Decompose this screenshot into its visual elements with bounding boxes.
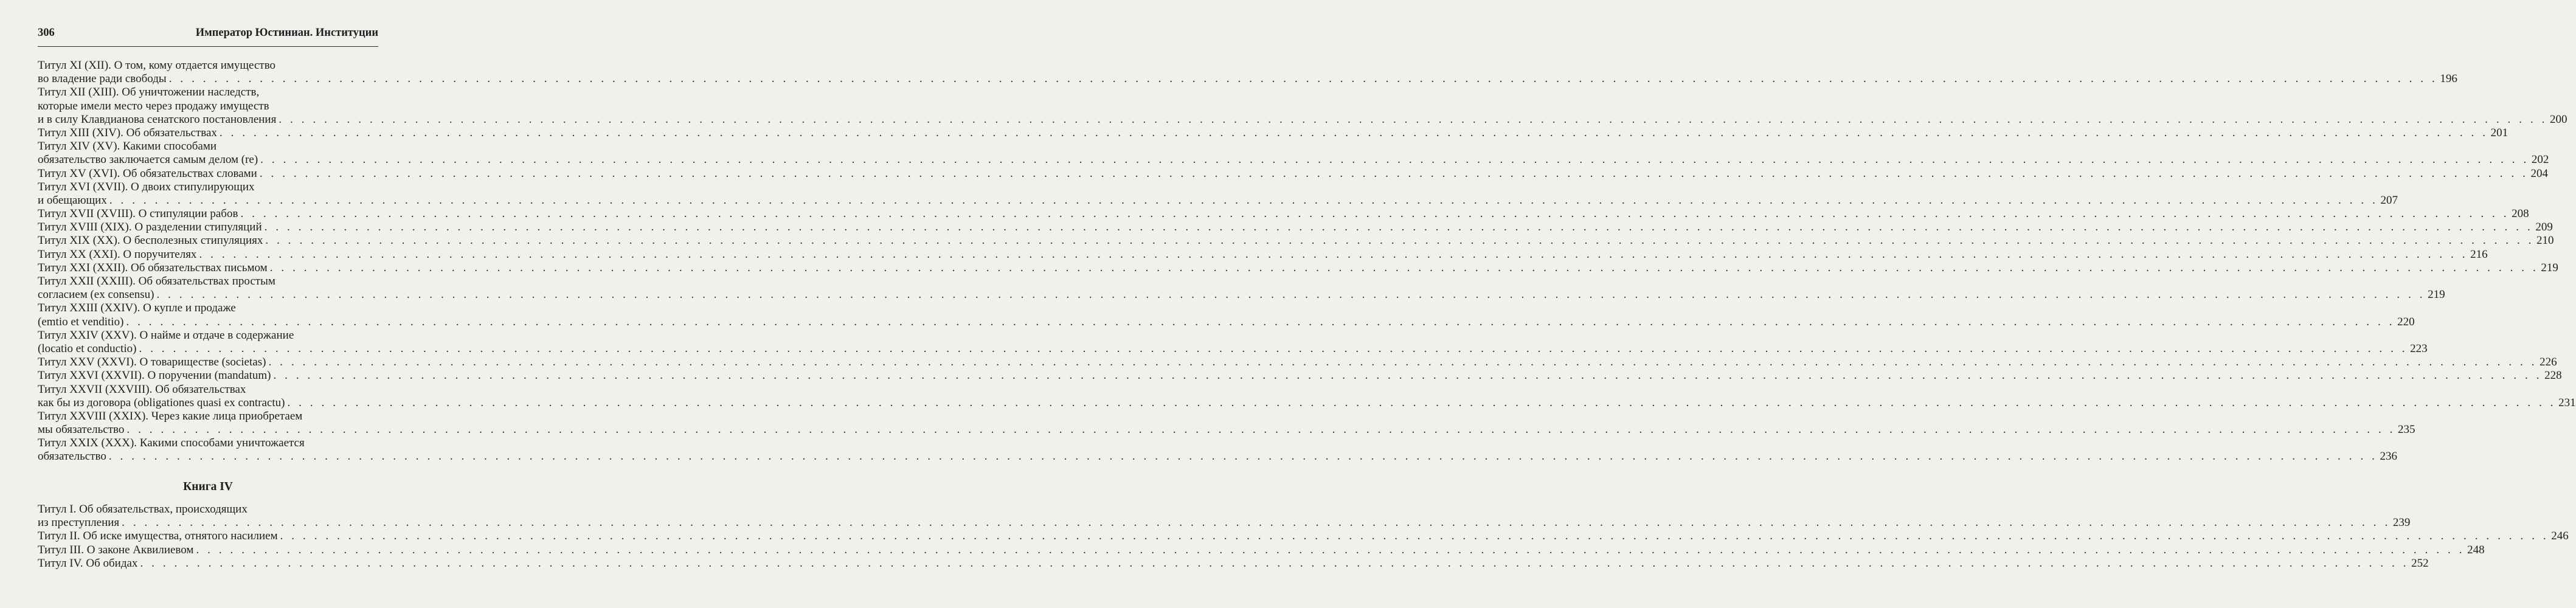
running-title: Император Юстиниан. Институции [195,27,378,39]
toc-entry-text: из преступления [38,516,120,530]
toc-entry-line [38,59,378,72]
toc-entry-line [38,181,378,194]
dot-leader: . . . . . . . . . . . . . . . . . . . . . . . . . . . . . . . . . . . . . . . . . . . . . . . . . . . . . . . . . . . . . . . . . . . . . . . . . . . . . . . . . . . . . . . . . . . . . . . . . . . . . . . . . . . . . . . . . . . . . . . . . . . . . . . . . . . . . . . . . . . . . . . . . . . . . . . . . . . . . . . . . . . . . . . . . . . . . . . . . . . . . . . . . . . . . . . . . . . . . . . . [199,247,2468,261]
toc-entry [38,86,2567,126]
toc-entry-text: Титул XV (XVI). Об обязательствах словами [38,167,257,180]
toc-page-number: 204 [2530,167,2548,180]
toc-entry [38,328,2428,356]
toc-entry [38,302,2415,328]
toc-entry-text: Титул XXII (XXIII). Об обязательствах простым [38,275,275,288]
toc-entry-line [38,516,2411,530]
toc-entry-line [38,261,2558,275]
toc-page-number: 248 [2467,543,2485,556]
toc-entry-text: (emtio et venditio) [38,315,124,328]
toc-entry-line [38,356,2557,369]
toc-entry-line [38,369,2562,382]
toc-page-number: 210 [2536,234,2554,247]
toc-entry-text: Титул IV. Об обидах [38,556,138,570]
toc-entry-line [38,112,2567,126]
dot-leader: . . . . . . . . . . . . . . . . . . . . . . . . . . . . . . . . . . . . . . . . . . . . . . . . . . . . . . . . . . . . . . . . . . . . . . . . . . . . . . . . . . . . . . . . . . . . . . . . . . . . . . . . . . . . . . . . . . . . . . . . . . . . . . . . . . . . . . . . . . . . . . . . . . . . . . . . . . . . . . . . . . . . . . . . . . . . . . . . . . . . . . . . . . . . . . . . . . . . . . . . [259,167,2529,180]
dot-leader: . . . . . . . . . . . . . . . . . . . . . . . . . . . . . . . . . . . . . . . . . . . . . . . . . . . . . . . . . . . . . . . . . . . . . . . . . . . . . . . . . . . . . . . . . . . . . . . . . . . . . . . . . . . . . . . . . . . . . . . . . . . . . . . . . . . . . . . . . . . . . . . . . . . . . . . . . . . . . . . . . . . . . . . . . . . . . . . . . . . . . . . . . . . . . . . . . . . . . . . . [126,423,2396,437]
dot-leader: . . . . . . . . . . . . . . . . . . . . . . . . . . . . . . . . . . . . . . . . . . . . . . . . . . . . . . . . . . . . . . . . . . . . . . . . . . . . . . . . . . . . . . . . . . . . . . . . . . . . . . . . . . . . . . . . . . . . . . . . . . . . . . . . . . . . . . . . . . . . . . . . . . . . . . . . . . . . . . . . . . . . . . . . . . . . . . . . . . . . . . . . . . . . . . . . . . . . . . . . [287,396,2557,409]
toc-entry-line [38,342,2428,356]
toc-page-number: 216 [2470,247,2488,261]
toc-entry [38,275,2445,302]
toc-entry-line [38,503,378,516]
toc-entry-text: Титул III. О законе Аквилиевом [38,543,194,556]
toc-entry [38,59,2457,86]
toc-entry [38,382,2576,410]
toc-entry-line [38,153,2549,167]
toc-entry-text: и в силу Клавдианова сенатского постановления [38,112,277,126]
toc-page-number: 252 [2411,556,2429,570]
toc-page-number: 223 [2410,342,2428,355]
toc-page-number: 196 [2440,72,2457,86]
toc-entry-line [38,72,2457,86]
toc-page-number: 201 [2490,126,2508,139]
toc-entry-text: Титул XX (XXI). О поручителях [38,247,197,261]
dot-leader: . . . . . . . . . . . . . . . . . . . . . . . . . . . . . . . . . . . . . . . . . . . . . . . . . . . . . . . . . . . . . . . . . . . . . . . . . . . . . . . . . . . . . . . . . . . . . . . . . . . . . . . . . . . . . . . . . . . . . . . . . . . . . . . . . . . . . . . . . . . . . . . . . . . . . . . . . . . . . . . . . . . . . . . . . . . . . . . . . . . . . . . . . . . . . . . . . . . . . . . . [156,288,2426,302]
toc-entry-line [38,86,378,99]
toc-entry-line [38,450,2397,463]
dot-leader: . . . . . . . . . . . . . . . . . . . . . . . . . . . . . . . . . . . . . . . . . . . . . . . . . . . . . . . . . . . . . . . . . . . . . . . . . . . . . . . . . . . . . . . . . . . . . . . . . . . . . . . . . . . . . . . . . . . . . . . . . . . . . . . . . . . . . . . . . . . . . . . . . . . . . . . . . . . . . . . . . . . . . . . . . . . . . . . . . . . . . . . . . . . . . . . . . . . . . . . . [279,112,2547,126]
toc-entry-line [38,167,2548,181]
toc-entry-text: Титул XIX (XX). О бесполезных стипуляциях [38,234,263,247]
toc-entry-text: Титул XVI (XVII). О двоих стипулирующих [38,180,255,193]
book-heading: Книга IV [183,480,233,493]
toc-page-number: 235 [2398,423,2415,437]
toc-entry-line [38,247,2488,261]
dot-leader: . . . . . . . . . . . . . . . . . . . . . . . . . . . . . . . . . . . . . . . . . . . . . . . . . . . . . . . . . . . . . . . . . . . . . . . . . . . . . . . . . . . . . . . . . . . . . . . . . . . . . . . . . . . . . . . . . . . . . . . . . . . . . . . . . . . . . . . . . . . . . . . . . . . . . . . . . . . . . . . . . . . . . . . . . . . . . . . . . . . . . . . . . . . . . . . . . . . . . . . . [108,450,2378,463]
toc-entry-line [38,530,2569,543]
toc-entry [38,556,2429,570]
toc-entry-text: которые имели место через продажу имуществ [38,99,269,112]
toc-entry-line [38,100,378,113]
toc-entry [38,207,2529,221]
toc-entry [38,140,2549,167]
dot-leader: . . . . . . . . . . . . . . . . . . . . . . . . . . . . . . . . . . . . . . . . . . . . . . . . . . . . . . . . . . . . . . . . . . . . . . . . . . . . . . . . . . . . . . . . . . . . . . . . . . . . . . . . . . . . . . . . . . . . . . . . . . . . . . . . . . . . . . . . . . . . . . . . . . . . . . . . . . . . . . . . . . . . . . . . . . . . . . . . . . . . . . . . . . . . . . . . . . . . . . . . [140,556,2409,570]
toc-entry-text: (locatio et conductio) [38,342,137,355]
toc-entry-line [38,543,2485,557]
toc-entry-line [38,207,2529,221]
toc-entry-text: Титул XXVI (XXVII). О поручении (mandatum) [38,369,271,382]
toc-entry-line [38,556,2429,570]
page-number: 306 [38,27,55,39]
toc-page-number: 239 [2392,516,2411,530]
toc-entry-line [38,140,378,153]
dot-leader: . . . . . . . . . . . . . . . . . . . . . . . . . . . . . . . . . . . . . . . . . . . . . . . . . . . . . . . . . . . . . . . . . . . . . . . . . . . . . . . . . . . . . . . . . . . . . . . . . . . . . . . . . . . . . . . . . . . . . . . . . . . . . . . . . . . . . . . . . . . . . . . . . . . . . . . . . . . . . . . . . . . . . . . . . . . . . . . . . . . . . . . . . . . . . . . . . . . . . . . . [265,234,2535,247]
toc-page-number: 219 [2428,288,2445,302]
toc-entry-line [38,126,2508,140]
dot-leader: . . . . . . . . . . . . . . . . . . . . . . . . . . . . . . . . . . . . . . . . . . . . . . . . . . . . . . . . . . . . . . . . . . . . . . . . . . . . . . . . . . . . . . . . . . . . . . . . . . . . . . . . . . . . . . . . . . . . . . . . . . . . . . . . . . . . . . . . . . . . . . . . . . . . . . . . . . . . . . . . . . . . . . . . . . . . . . . . . . . . . . . . . . . . . . . . . . . . . . . . [219,126,2488,139]
toc-entry-line [38,275,378,288]
toc-list [38,59,2576,464]
toc-entry-line [38,329,378,342]
toc-entry-line [38,410,378,423]
dot-leader: . . . . . . . . . . . . . . . . . . . . . . . . . . . . . . . . . . . . . . . . . . . . . . . . . . . . . . . . . . . . . . . . . . . . . . . . . . . . . . . . . . . . . . . . . . . . . . . . . . . . . . . . . . . . . . . . . . . . . . . . . . . . . . . . . . . . . . . . . . . . . . . . . . . . . . . . . . . . . . . . . . . . . . . . . . . . . . . . . . . . . . . . . . . . . . . . . . . . . . . . [168,72,2438,86]
toc-page-number: 208 [2512,207,2529,221]
toc-entry [38,530,2569,543]
toc-entry-text: Титул XII (XIII). Об уничтожении наследств, [38,86,260,99]
dot-leader: . . . . . . . . . . . . . . . . . . . . . . . . . . . . . . . . . . . . . . . . . . . . . . . . . . . . . . . . . . . . . . . . . . . . . . . . . . . . . . . . . . . . . . . . . . . . . . . . . . . . . . . . . . . . . . . . . . . . . . . . . . . . . . . . . . . . . . . . . . . . . . . . . . . . . . . . . . . . . . . . . . . . . . . . . . . . . . . . . . . . . . . . . . . . . . . . . . . . . . . . [273,369,2543,382]
dot-leader: . . . . . . . . . . . . . . . . . . . . . . . . . . . . . . . . . . . . . . . . . . . . . . . . . . . . . . . . . . . . . . . . . . . . . . . . . . . . . . . . . . . . . . . . . . . . . . . . . . . . . . . . . . . . . . . . . . . . . . . . . . . . . . . . . . . . . . . . . . . . . . . . . . . . . . . . . . . . . . . . . . . . . . . . . . . . . . . . . . . . . . . . . . . . . . . . . . . . . . . . [264,221,2533,234]
toc-entry [38,503,2411,530]
toc-list-book-4 [38,503,2569,570]
toc-entry-text: как бы из договора (obligationes quasi ex contractu) [38,396,285,409]
toc-entry-line [38,288,2445,302]
toc-entry-text: обязательство заключается самым делом (re) [38,153,258,167]
dot-leader: . . . . . . . . . . . . . . . . . . . . . . . . . . . . . . . . . . . . . . . . . . . . . . . . . . . . . . . . . . . . . . . . . . . . . . . . . . . . . . . . . . . . . . . . . . . . . . . . . . . . . . . . . . . . . . . . . . . . . . . . . . . . . . . . . . . . . . . . . . . . . . . . . . . . . . . . . . . . . . . . . . . . . . . . . . . . . . . . . . . . . . . . . . . . . . . . . . . . . . . . [280,530,2549,543]
toc-entry-line [38,315,2415,329]
dot-leader: . . . . . . . . . . . . . . . . . . . . . . . . . . . . . . . . . . . . . . . . . . . . . . . . . . . . . . . . . . . . . . . . . . . . . . . . . . . . . . . . . . . . . . . . . . . . . . . . . . . . . . . . . . . . . . . . . . . . . . . . . . . . . . . . . . . . . . . . . . . . . . . . . . . . . . . . . . . . . . . . . . . . . . . . . . . . . . . . . . . . . . . . . . . . . . . . . . . . . . . . [139,342,2408,355]
header-rule [38,46,378,47]
toc-page-number: 202 [2531,153,2549,167]
toc-page-number: 231 [2558,396,2576,409]
toc-entry-line [38,396,2576,410]
toc-entry-line [38,193,2398,207]
toc-entry [38,369,2562,382]
dot-leader: . . . . . . . . . . . . . . . . . . . . . . . . . . . . . . . . . . . . . . . . . . . . . . . . . . . . . . . . . . . . . . . . . . . . . . . . . . . . . . . . . . . . . . . . . . . . . . . . . . . . . . . . . . . . . . . . . . . . . . . . . . . . . . . . . . . . . . . . . . . . . . . . . . . . . . . . . . . . . . . . . . . . . . . . . . . . . . . . . . . . . . . . . . . . . . . . . . . . . . . . [122,516,2391,530]
dot-leader: . . . . . . . . . . . . . . . . . . . . . . . . . . . . . . . . . . . . . . . . . . . . . . . . . . . . . . . . . . . . . . . . . . . . . . . . . . . . . . . . . . . . . . . . . . . . . . . . . . . . . . . . . . . . . . . . . . . . . . . . . . . . . . . . . . . . . . . . . . . . . . . . . . . . . . . . . . . . . . . . . . . . . . . . . . . . . . . . . . . . . . . . . . . . . . . . . . . . . . . . [196,543,2465,556]
toc-page-number: 209 [2535,221,2553,234]
toc-page-number: 236 [2380,450,2397,463]
toc-entry-text: Титул XXVII (XXVIII). Об обязательствах [38,382,246,396]
toc-entry [38,543,2485,557]
toc-entry [38,234,2554,247]
toc-entry-line [38,423,2415,437]
toc-entry [38,180,2398,207]
toc-entry [38,167,2548,181]
toc-entry [38,356,2557,369]
toc-entry-line [38,383,378,396]
toc-page-number: 226 [2540,356,2557,369]
toc-entry [38,247,2488,261]
toc-entry-text: Титул XXIII (XXIV). О купле и продаже [38,302,236,315]
dot-leader: . . . . . . . . . . . . . . . . . . . . . . . . . . . . . . . . . . . . . . . . . . . . . . . . . . . . . . . . . . . . . . . . . . . . . . . . . . . . . . . . . . . . . . . . . . . . . . . . . . . . . . . . . . . . . . . . . . . . . . . . . . . . . . . . . . . . . . . . . . . . . . . . . . . . . . . . . . . . . . . . . . . . . . . . . . . . . . . . . . . . . . . . . . . . . . . . . . . . . . . . [269,261,2539,274]
toc-entry [38,221,2553,234]
dot-leader: . . . . . . . . . . . . . . . . . . . . . . . . . . . . . . . . . . . . . . . . . . . . . . . . . . . . . . . . . . . . . . . . . . . . . . . . . . . . . . . . . . . . . . . . . . . . . . . . . . . . . . . . . . . . . . . . . . . . . . . . . . . . . . . . . . . . . . . . . . . . . . . . . . . . . . . . . . . . . . . . . . . . . . . . . . . . . . . . . . . . . . . . . . . . . . . . . . . . . . . . [126,315,2395,328]
dot-leader: . . . . . . . . . . . . . . . . . . . . . . . . . . . . . . . . . . . . . . . . . . . . . . . . . . . . . . . . . . . . . . . . . . . . . . . . . . . . . . . . . . . . . . . . . . . . . . . . . . . . . . . . . . . . . . . . . . . . . . . . . . . . . . . . . . . . . . . . . . . . . . . . . . . . . . . . . . . . . . . . . . . . . . . . . . . . . . . . . . . . . . . . . . . . . . . . . . . . . . . . [260,153,2529,167]
toc-entry-text: Титул I. Об обязательствах, происходящих [38,503,248,516]
toc-page-number: 228 [2544,369,2562,382]
toc-entry-text: Титул XXIX (XXX). Какими способами уничтожается [38,437,305,450]
toc-entry [38,261,2558,275]
toc-entry-line [38,437,378,450]
toc-entry-text: Титул XXVIII (XXIX). Через какие лица приобретаем [38,409,303,423]
toc-entry-text: Титул XVIII (XIX). О разделении стипуляций [38,221,262,234]
toc-page-number: 219 [2541,261,2558,274]
toc-entry-line [38,302,378,315]
toc-entry [38,437,2397,463]
toc-entry [38,409,2415,437]
dot-leader: . . . . . . . . . . . . . . . . . . . . . . . . . . . . . . . . . . . . . . . . . . . . . . . . . . . . . . . . . . . . . . . . . . . . . . . . . . . . . . . . . . . . . . . . . . . . . . . . . . . . . . . . . . . . . . . . . . . . . . . . . . . . . . . . . . . . . . . . . . . . . . . . . . . . . . . . . . . . . . . . . . . . . . . . . . . . . . . . . . . . . . . . . . . . . . . . . . . . . . . . [240,207,2510,221]
toc-page-number: 246 [2551,530,2569,543]
toc-page-number: 200 [2550,112,2567,126]
toc-entry-line [38,234,2554,247]
toc-entry-text: обязательство [38,450,106,463]
toc-entry-text: Титул XI (XII). О том, кому отдается имущество [38,59,276,72]
toc-entry-text: мы обязательство [38,423,125,437]
dot-leader: . . . . . . . . . . . . . . . . . . . . . . . . . . . . . . . . . . . . . . . . . . . . . . . . . . . . . . . . . . . . . . . . . . . . . . . . . . . . . . . . . . . . . . . . . . . . . . . . . . . . . . . . . . . . . . . . . . . . . . . . . . . . . . . . . . . . . . . . . . . . . . . . . . . . . . . . . . . . . . . . . . . . . . . . . . . . . . . . . . . . . . . . . . . . . . . . . . . . . . . . [109,193,2378,207]
toc-page-number: 220 [2397,315,2415,328]
dot-leader: . . . . . . . . . . . . . . . . . . . . . . . . . . . . . . . . . . . . . . . . . . . . . . . . . . . . . . . . . . . . . . . . . . . . . . . . . . . . . . . . . . . . . . . . . . . . . . . . . . . . . . . . . . . . . . . . . . . . . . . . . . . . . . . . . . . . . . . . . . . . . . . . . . . . . . . . . . . . . . . . . . . . . . . . . . . . . . . . . . . . . . . . . . . . . . . . . . . . . . . . [268,356,2538,369]
toc-entry-text: Титул XXV (XXVI). О товариществе (societas) [38,356,266,369]
toc-entry-text: Титул XXI (XXII). Об обязательствах письмом [38,261,268,274]
toc-entry-text: Титул II. Об иске имущества, отнятого насилием [38,530,278,543]
toc-entry-text: Титул XIII (XIV). Об обязательствах [38,126,217,139]
toc-page-number: 207 [2380,193,2398,207]
toc-entry-text: Титул XVII (XVIII). О стипуляции рабов [38,207,238,221]
toc-entry-text: согласием (ex consensu) [38,288,154,302]
page-header [38,27,378,43]
toc-entry [38,126,2508,140]
toc-entry-text: Титул XIV (XV). Какими способами [38,140,217,153]
toc-entry-text: и обещающих [38,193,107,207]
toc-entry-text: Титул XXIV (XXV). О найме и отдаче в содержание [38,328,294,342]
toc-entry-line [38,221,2553,234]
toc-entry-text: во владение ради свободы [38,72,167,86]
